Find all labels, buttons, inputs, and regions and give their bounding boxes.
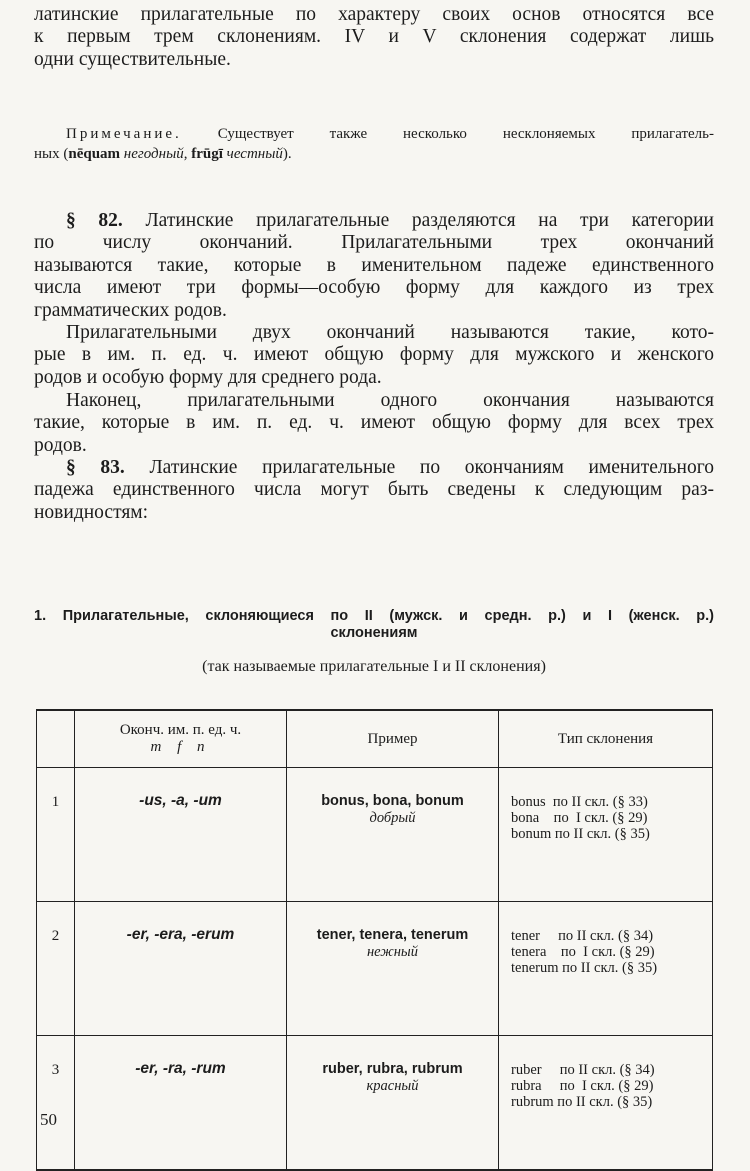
example-forms: tener, tenera, tenerum xyxy=(316,927,469,943)
section-text: Латинские прилагательные по окончаниям именительного xyxy=(149,457,714,478)
row-declension-types xyxy=(499,768,713,902)
intro-paragraph xyxy=(34,4,714,71)
example-gloss: красный xyxy=(366,1078,419,1094)
row-number: 1 xyxy=(37,768,75,902)
header-ending xyxy=(75,710,287,768)
note-label: Примечание. xyxy=(66,126,182,142)
row-number: 3 xyxy=(37,1036,75,1171)
gloss: честный xyxy=(226,146,283,162)
intro-line: к первым трем склонениям. IV и V склонения содержат лишь xyxy=(34,26,714,48)
note-line xyxy=(34,124,714,144)
section-line: называются такие, которые в именительном падеже единственного xyxy=(34,254,714,276)
gloss: негодный xyxy=(123,146,184,162)
section-82-paragraph xyxy=(34,210,714,322)
section-line xyxy=(34,457,714,479)
declension-type: ruber по II скл. (§ 34) xyxy=(511,1062,655,1078)
heading-line: склонениям xyxy=(330,625,418,641)
latin-word: frūgī xyxy=(191,146,223,162)
section-line: новидностям: xyxy=(34,501,149,523)
paragraph-line: родов. xyxy=(34,434,87,456)
declension-type: bonum по II скл. (§ 35) xyxy=(511,826,650,842)
intro-line: латинские прилагательные по характеру своих основ относятся все xyxy=(34,4,714,25)
section-text: Латинские прилагательные разделяются на три категории xyxy=(145,210,714,231)
note-line xyxy=(34,144,714,164)
table-row xyxy=(37,768,713,902)
intro-line: одни существительные. xyxy=(34,48,231,70)
section-mark: § 83. xyxy=(66,457,125,478)
separator: , xyxy=(183,146,192,162)
declension-type: rubrum по II скл. (§ 35) xyxy=(511,1094,653,1110)
row-example xyxy=(287,768,499,902)
page-number: 50 xyxy=(40,1110,57,1129)
example-forms: ruber, rubra, rubrum xyxy=(322,1061,463,1077)
row-endings: -er, -era, -erum xyxy=(75,902,287,1036)
section-mark: § 82. xyxy=(66,210,123,231)
declension-type: tener по II скл. (§ 34) xyxy=(511,928,654,944)
table-subheading: (так называемые прилагательные I и II склонения) xyxy=(202,658,546,675)
section-line: числа имеют три формы—особую форму для каждого из трех xyxy=(34,277,714,299)
table-row xyxy=(37,902,713,1036)
paragraph-line: Прилагательными двух окончаний называются такие, кото- xyxy=(66,322,714,343)
header-number xyxy=(37,710,75,768)
row-number: 2 xyxy=(37,902,75,1036)
declension-type: tenerum по II скл. (§ 35) xyxy=(511,960,658,976)
row-declension-types xyxy=(499,902,713,1036)
row-endings: -er, -ra, -rum xyxy=(75,1036,287,1171)
header-genders: m f n xyxy=(150,739,211,755)
section-line: падежа единственного числа могут быть сведены к следующим раз- xyxy=(34,479,714,501)
example-forms: bonus, bona, bonum xyxy=(321,793,464,809)
latin-word: nēquam xyxy=(68,146,121,162)
declension-type: tenera по I скл. (§ 29) xyxy=(511,944,655,960)
table-row xyxy=(37,1036,713,1171)
paragraph-line: родов и особую форму для среднего рода. xyxy=(34,366,382,388)
section-line: по числу окончаний. Прилагательными трех окончаний xyxy=(34,232,714,254)
header-example: Пример xyxy=(287,710,499,768)
row-endings: -us, -a, -um xyxy=(75,768,287,902)
table-header-row xyxy=(37,710,713,768)
example-gloss: добрый xyxy=(369,810,416,826)
note-paragraph xyxy=(34,124,714,164)
section-line xyxy=(34,210,714,232)
section-line: грамматических родов. xyxy=(34,299,227,321)
row-declension-types xyxy=(499,1036,713,1171)
note-text: ных ( xyxy=(34,146,69,162)
declension-type: rubra по I скл. (§ 29) xyxy=(511,1078,654,1094)
paragraph-line: такие, которые в им. п. ед. ч. имеют общую форму для всех трех xyxy=(34,412,714,434)
example-gloss: нежный xyxy=(366,944,419,960)
note-text: ). xyxy=(282,146,292,162)
section-83-paragraph xyxy=(34,457,714,524)
row-example xyxy=(287,1036,499,1171)
paragraph-line: Наконец, прилагательными одного окончания называются xyxy=(66,390,714,411)
header-type: Тип склонения xyxy=(499,710,713,768)
heading-line: 1. Прилагательные, склоняющиеся по II (мужск. и средн. р.) и I (женск. р.) xyxy=(34,608,714,624)
declension-type: bonus по II скл. (§ 33) xyxy=(511,794,648,810)
one-ending-paragraph xyxy=(34,390,714,457)
declension-table xyxy=(36,709,713,1171)
table-heading xyxy=(34,608,714,642)
declension-type: bona по I скл. (§ 29) xyxy=(511,810,648,826)
row-example xyxy=(287,902,499,1036)
two-endings-paragraph xyxy=(34,322,714,389)
paragraph-line: рые в им. п. ед. ч. имеют общую форму для мужского и женского xyxy=(34,344,714,366)
note-text: Существует также несколько несклоняемых прилагатель- xyxy=(217,126,715,142)
header-ending-label: Оконч. им. п. ед. ч. xyxy=(119,722,242,738)
